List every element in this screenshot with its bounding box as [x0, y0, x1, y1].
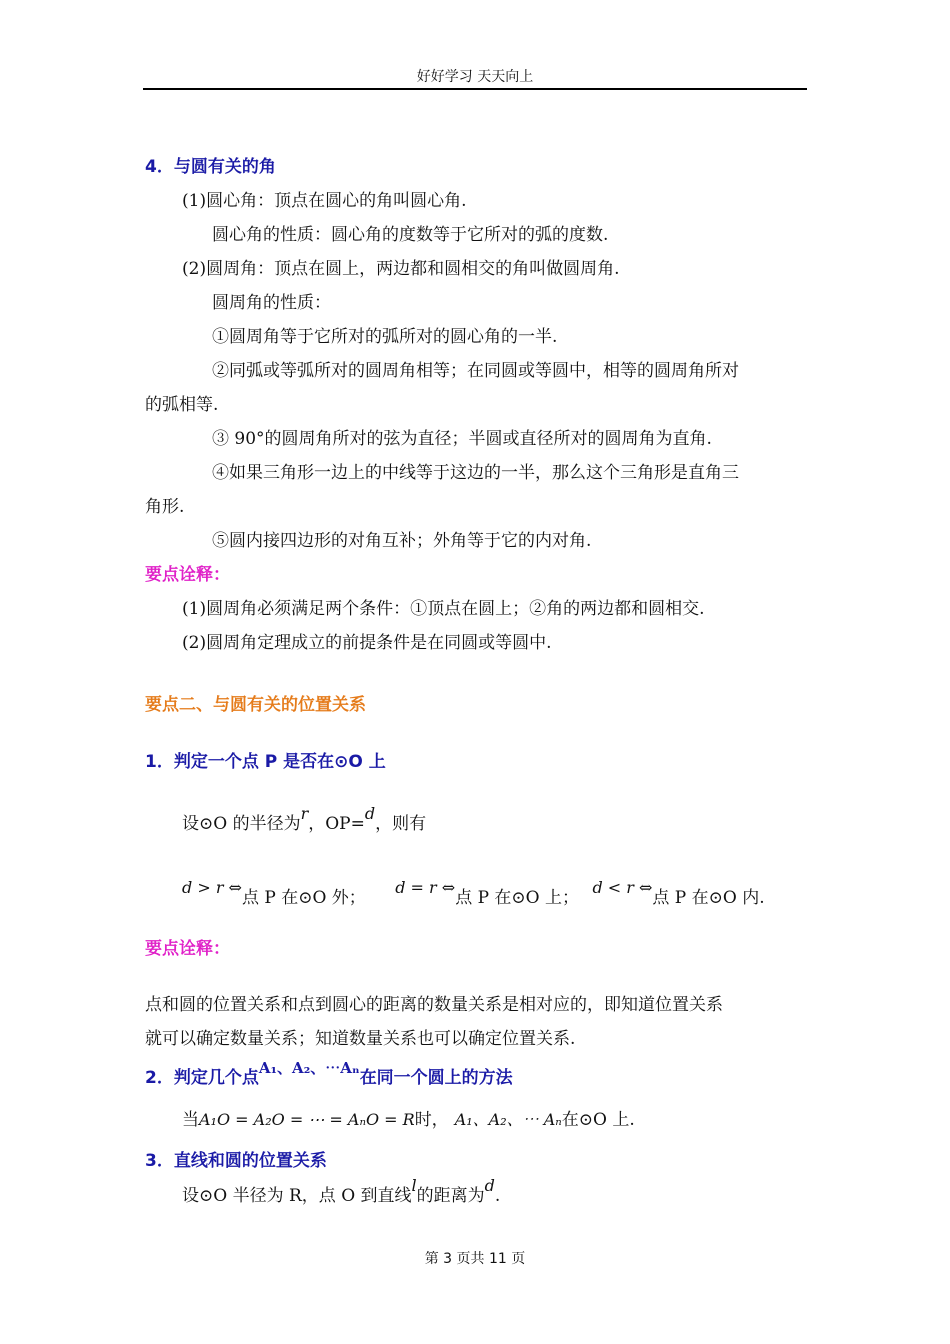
condition-text-a: 当 [182, 1110, 199, 1130]
relation-3-math: d < r ⇔ [592, 878, 653, 897]
section-4-title: 4．与圆有关的角 [145, 157, 276, 177]
note-1-item-1: (1)圆周角必须满足两个条件：①顶点在圆上；②角的两边都和圆相交. [182, 599, 705, 619]
central-angle-def: (1)圆心角：顶点在圆心的角叫圆心角. [182, 191, 467, 211]
property-2-cont: 的弧相等. [145, 395, 219, 415]
equal-distance-equation: A₁O = A₂O = ⋯ = AₙO = R [199, 1110, 415, 1129]
condition-text-c: 在⊙O 上. [561, 1110, 635, 1130]
section-1-title: 1．判定一个点 P 是否在⊙O 上 [145, 752, 386, 772]
note-1-title: 要点诠释： [145, 565, 230, 585]
radius-statement [182, 804, 427, 836]
relations-line [182, 878, 765, 910]
section-3-title: 3．直线和圆的位置关系 [145, 1151, 327, 1171]
section-2-title [145, 1059, 513, 1090]
note-2-text-2: 就可以确定数量关系；知道数量关系也可以确定位置关系. [145, 1029, 576, 1049]
section-2-title-b: 在同一个圆上的方法 [359, 1068, 513, 1088]
relation-2-text: 点 P 在⊙O 上； [455, 888, 580, 908]
distance-symbol: d [364, 804, 376, 823]
central-angle-property: 圆心角的性质：圆心角的度数等于它所对的弧的度数. [212, 225, 609, 245]
section-2-title-a: 2．判定几个点 [145, 1068, 259, 1088]
relation-1-math: d > r ⇔ [182, 878, 242, 897]
line-symbol: l [411, 1176, 417, 1195]
inscribed-angle-def: (2)圆周角：顶点在圆上，两边都和圆相交的角叫做圆周角. [182, 259, 620, 279]
page-footer: 第 3 页共 11 页 [424, 1251, 526, 1267]
line-circle-statement [182, 1176, 501, 1208]
relation-3-text: 点 P 在⊙O 内. [652, 888, 765, 908]
points-label: A₁、A₂、⋯Aₙ [258, 1059, 360, 1077]
part-2-title: 要点二、与圆有关的位置关系 [145, 695, 366, 715]
condition-text-b: 时， [414, 1110, 449, 1130]
property-4-cont: 角形. [145, 497, 185, 517]
property-2: ②同弧或等弧所对的圆周角相等；在同圆或等圆中，相等的圆周角所对 [212, 361, 739, 381]
relation-1-text: 点 P 在⊙O 外； [241, 888, 366, 908]
line-statement-a: 设⊙O 半径为 R，点 O 到直线 [182, 1186, 412, 1206]
property-5: ⑤圆内接四边形的对角互补；外角等于它的内对角. [212, 531, 592, 551]
set-text-c: ，则有 [375, 814, 427, 834]
line-distance-symbol: d [484, 1176, 495, 1195]
note-2-text-1: 点和圆的位置关系和点到圆心的距离的数量关系是相对应的，即知道位置关系 [145, 995, 723, 1015]
relation-2-math: d = r ⇔ [395, 878, 456, 897]
line-statement-b: 的距离为 [416, 1186, 485, 1206]
page-header: 好好学习 天天向上 [143, 66, 807, 90]
set-text-b: ，OP= [308, 814, 365, 834]
line-statement-c: . [494, 1186, 501, 1206]
note-2-title: 要点诠释： [145, 939, 230, 959]
radius-symbol: r [300, 804, 309, 823]
note-1-item-2: (2)圆周角定理成立的前提条件是在同圆或等圆中. [182, 633, 552, 653]
points-list: A₁、A₂、⋯ Aₙ [454, 1110, 562, 1129]
set-text-a: 设⊙O 的半径为 [182, 814, 301, 834]
inscribed-angle-property-label: 圆周角的性质： [212, 293, 331, 313]
condition-line [182, 1108, 635, 1132]
property-1: ①圆周角等于它所对的弧所对的圆心角的一半. [212, 327, 558, 347]
property-4: ④如果三角形一边上的中线等于这边的一半，那么这个三角形是直角三 [212, 463, 739, 483]
property-3: ③ 90°的圆周角所对的弦为直径；半圆或直径所对的圆周角为直角. [212, 429, 712, 449]
